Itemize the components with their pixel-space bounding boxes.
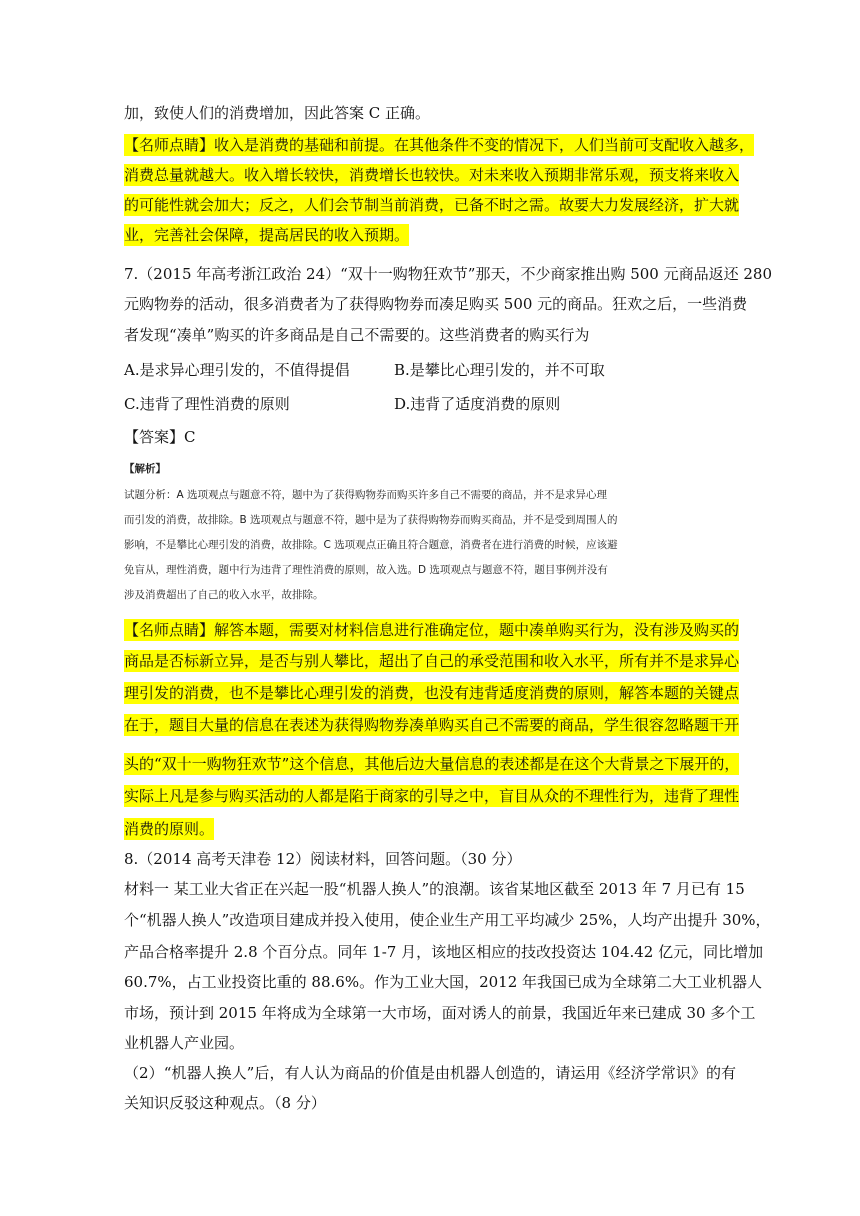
- tips-line: 在于，题目大量的信息在表述为获得购物券凑单购买自己不需要的商品，学生很容忽略题干开: [124, 716, 740, 734]
- tips-line: 商品是否标新立异，是否与别人攀比，超出了自己的承受范围和收入水平，所有并不是求异心: [124, 652, 740, 670]
- tips-line: 【名师点睛】收入是消费的基础和前提。在其他条件不变的情况下，人们当前可支配收入越多，: [124, 136, 755, 154]
- material-line: 产品合格率提升 2.8 个百分点。同年 1-7 月，该地区相应的技改投资达 104.42 亿元，同比增加: [124, 943, 764, 961]
- analysis-title: 【解析】: [124, 463, 166, 475]
- tips-line: 头的“双十一购物狂欢节”这个信息，其他后边大量信息的表述都是在这个大背景之下展开的，: [124, 755, 740, 773]
- text-line: 加，致使人们的消费增加，因此答案 C 正确。: [124, 104, 431, 122]
- material-line: 市场，预计到 2015 年将成为全球第一大市场，面对诱人的前景，我国近年来已建成 30 多个工: [124, 1004, 756, 1022]
- material-line: 60.7%，占工业投资比重的 88.6%。作为工业大国，2012 年我国已成为全球第二大工业机器人: [124, 973, 763, 991]
- analysis-line: 试题分析：A 选项观点与题意不符，题中为了获得购物券而购买许多自己不需要的商品，并不是求异心理: [124, 489, 608, 501]
- material-line: 材料一 某工业大省正在兴起一股“机器人换人”的浪潮。该省某地区截至 2013 年 7 月已有 15: [124, 880, 745, 898]
- tips-line: 理引发的消费，也不是攀比心理引发的消费，也没有违背适度消费的原则，解答本题的关键点: [124, 684, 740, 702]
- analysis-line: 而引发的消费，故排除。B 选项观点与题意不符，题中是为了获得购物券而购买商品，并不是受到周围人的: [124, 514, 618, 526]
- question-line: （2）“机器人换人”后，有人认为商品的价值是由机器人创造的，请运用《经济学常识》的有: [124, 1064, 736, 1082]
- option-b: B.是攀比心理引发的，并不可取: [394, 361, 605, 379]
- option-d: D.违背了适度消费的原则: [394, 395, 561, 413]
- question-line: 关知识反驳这种观点。（8 分）: [124, 1094, 326, 1112]
- tips-line: 的可能性就会加大；反之，人们会节制当前消费，已备不时之需。故要大力发展经济，扩大就: [124, 196, 740, 214]
- tips-line: 业，完善社会保障，提高居民的收入预期。: [124, 226, 410, 244]
- question-line: 8.（2014 高考天津卷 12）阅读材料，回答问题。（30 分）: [124, 850, 522, 868]
- answer-line: 【答案】C: [124, 428, 196, 446]
- tips-line: 消费的原则。: [124, 820, 215, 838]
- option-c: C.违背了理性消费的原则: [124, 395, 290, 413]
- analysis-line: 影响，不是攀比心理引发的消费，故排除。C 选项观点正确且符合题意，消费者在进行消费的时候，应该避: [124, 539, 618, 551]
- analysis-line: 免盲从，理性消费，题中行为违背了理性消费的原则，故入选。D 选项观点与题意不符，题目事例并没有: [124, 564, 608, 576]
- question-line: 7.（2015 年高考浙江政治 24）“双十一购物狂欢节”那天，不少商家推出购 500 元商品返还 280: [124, 265, 773, 283]
- tips-line: 消费总量就越大。收入增长较快，消费增长也较快。对未来收入预期非常乐观，预支将来收入: [124, 166, 740, 184]
- question-line: 元购物券的活动，很多消费者为了获得购物券而凑足购买 500 元的商品。狂欢之后，一些消费: [124, 295, 748, 313]
- question-line: 者发现“凑单”购买的许多商品是自己不需要的。这些消费者的购买行为: [124, 326, 590, 344]
- tips-line: 【名师点睛】解答本题，需要对材料信息进行准确定位，题中凑单购买行为，没有涉及购买的: [124, 621, 740, 639]
- option-a: A.是求异心理引发的，不值得提倡: [124, 361, 350, 379]
- tips-line: 实际上凡是参与购买活动的人都是陷于商家的引导之中，盲目从众的不理性行为，违背了理性: [124, 787, 740, 805]
- material-line: 业机器人产业园。: [124, 1034, 245, 1052]
- analysis-line: 涉及消费超出了自己的收入水平，故排除。: [124, 589, 324, 601]
- material-line: 个“机器人换人”改造项目建成并投入使用，使企业生产用工平均减少 25%，人均产出提升 30%，: [124, 911, 771, 929]
